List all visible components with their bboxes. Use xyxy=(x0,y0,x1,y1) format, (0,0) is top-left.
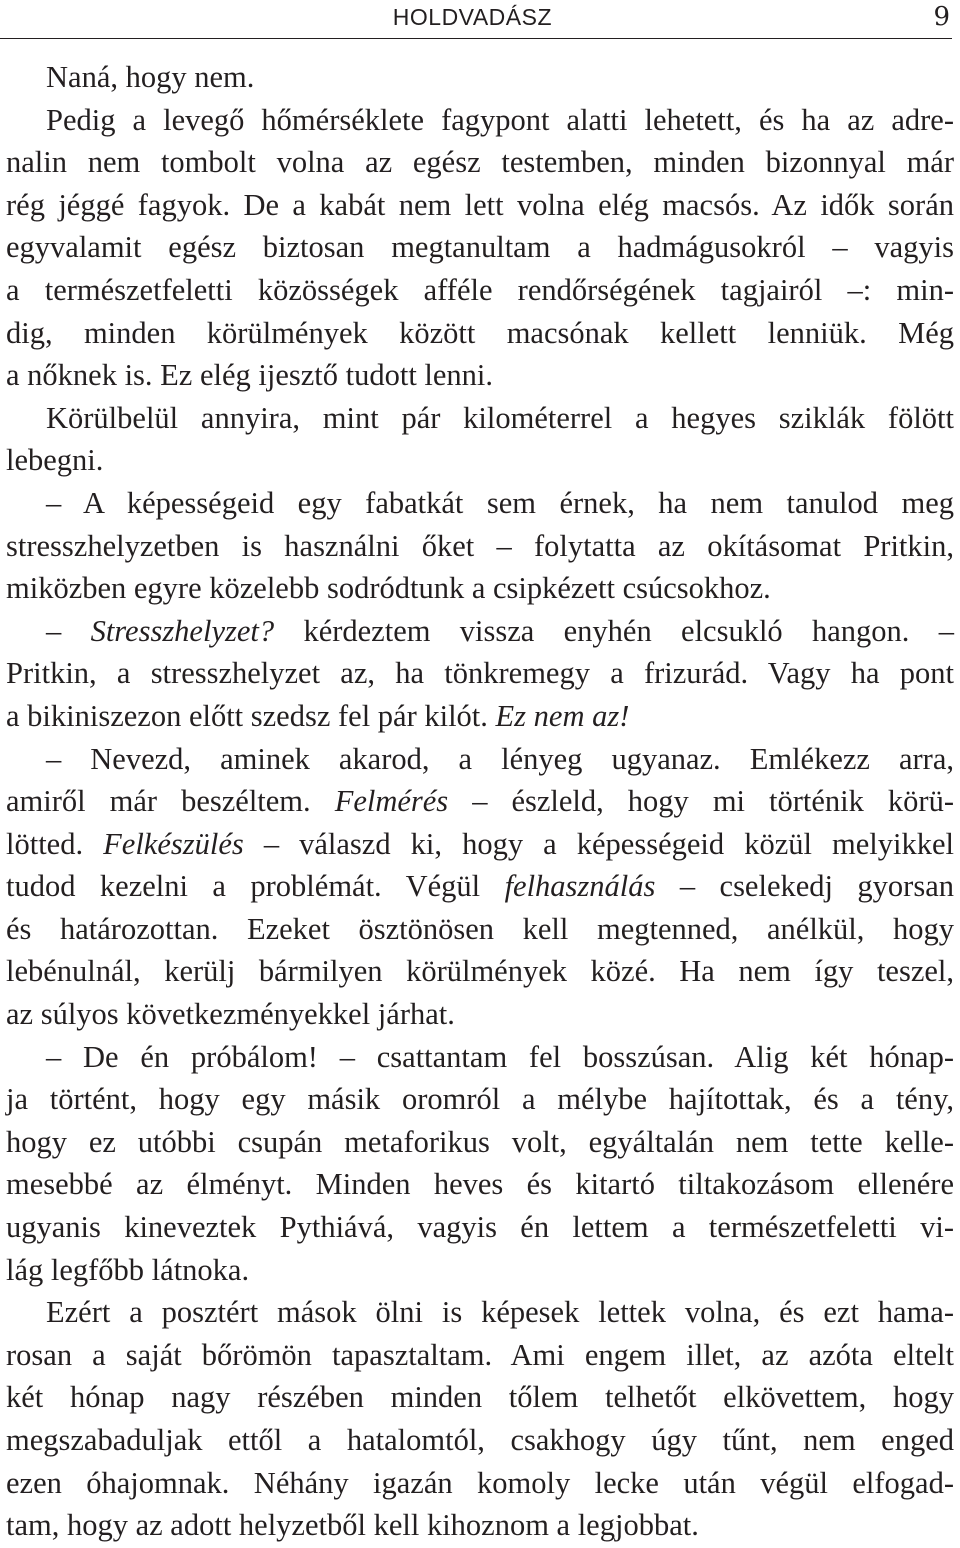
text-line: dig, minden körülmények között macsónak kellett lenniük. Még xyxy=(6,315,954,350)
running-header xyxy=(0,0,952,39)
text-line: ugyanis kineveztek Pythiává, vagyis én lettem a természetfeletti vi- xyxy=(6,1210,954,1245)
page-number: 9 xyxy=(933,2,950,32)
header-title: HOLDVADÁSZ xyxy=(392,4,552,30)
text-line: stresszhelyzetben is használni őket – folytatta az okításomat Pritkin, xyxy=(6,528,954,563)
text-line: hogy ez utóbbi csupán metaforikus volt, egyáltalán nem tette kelle- xyxy=(6,1124,954,1159)
text-line xyxy=(6,865,954,908)
text-line xyxy=(6,780,954,823)
text-line: rosan a saját bőrömön tapasztaltam. Ami engem illet, az azóta eltelt xyxy=(6,1337,954,1372)
text-line: egyvalamit egész biztosan megtanultam a hadmágusokról – vagyis xyxy=(6,230,954,265)
text-run: kérdeztem vissza enyhén elcsukló hangon. – xyxy=(274,613,955,648)
text-line: – Nevezd, aminek akarod, a lényeg ugyanaz. Emlékezz arra, xyxy=(46,741,954,776)
text-run: amiről már beszéltem. xyxy=(6,784,335,819)
text-run: – cselekedj gyorsan xyxy=(655,869,955,904)
text-line: miközben egyre közelebb sodródtunk a csipkézett csúcsokhoz. xyxy=(6,571,771,606)
text-line xyxy=(6,695,954,738)
text-line: Ezért a posztért mások ölni is képesek lettek volna, és ezt hama- xyxy=(46,1295,954,1330)
italic-run: Stresszhelyzet? xyxy=(90,613,275,648)
text-line: rég jéggé fagyok. De a kabát nem lett volna elég macsós. Az idők során xyxy=(6,187,954,222)
text-line: tam, hogy az adott helyzetből kell kihoznom a legjobbat. xyxy=(6,1508,699,1543)
text-line: és határozottan. Ezeket ösztönösen kell megtenned, anélkül, hogy xyxy=(6,911,954,946)
body-text xyxy=(6,56,954,1547)
text-run: – válaszd ki, hogy a képességeid közül melyikkel xyxy=(243,826,954,861)
text-line: mesebbé az élményt. Minden heves és kitartó tiltakozásom ellenére xyxy=(6,1167,954,1202)
text-line: Naná, hogy nem. xyxy=(46,60,255,94)
italic-run: Felmérés xyxy=(334,784,449,819)
text-line xyxy=(6,823,954,866)
text-run: a bikiniszezon előtt szedsz fel pár kilót. xyxy=(6,698,496,733)
italic-run: Ez nem az! xyxy=(495,698,630,733)
text-line: a természetfeletti közösségek afféle rendőrségének tagjairól –: min- xyxy=(6,272,954,307)
text-line: nalin nem tombolt volna az egész testemben, minden bizonnyal már xyxy=(6,145,954,180)
text-line: az súlyos következményekkel járhat. xyxy=(6,997,455,1032)
text-line: lág legfőbb látnoka. xyxy=(6,1252,250,1287)
text-line: lebegni. xyxy=(6,443,104,478)
text-line: ja történt, hogy egy másik oromról a mélybe hajítottak, és a tény, xyxy=(6,1082,954,1117)
italic-run: felhasználás xyxy=(504,869,656,904)
text-line: megszabaduljak ettől a hatalomtól, csakhogy úgy tűnt, nem enged xyxy=(6,1423,954,1457)
text-line: lebénulnál, kerülj bármilyen körülmények közé. Ha nem így teszel, xyxy=(6,954,954,989)
text-run: – xyxy=(46,613,91,648)
text-line xyxy=(6,610,954,653)
text-run: lötted. xyxy=(6,826,104,861)
text-line: a nőknek is. Ez elég ijesztő tudott lenni. xyxy=(6,358,494,393)
italic-run: Felkészülés xyxy=(103,826,244,861)
text-line: – A képességeid egy fabatkát sem érnek, ha nem tanulod meg xyxy=(46,485,954,520)
text-line: Pedig a levegő hőmérséklete fagypont alatti lehetett, és ha az adre- xyxy=(46,102,954,137)
text-line: ezen óhajomnak. Néhány igazán komoly lecke után végül elfogad- xyxy=(6,1465,954,1500)
text-run: – észleld, hogy mi történik körü- xyxy=(448,784,954,819)
text-line: – De én próbálom! – csattantam fel bosszúsan. Alig két hónap- xyxy=(46,1039,954,1074)
text-run: tudod kezelni a problémát. Végül xyxy=(6,869,505,904)
text-line: Pritkin, a stresszhelyzet az, ha tönkremegy a frizurád. Vagy ha pont xyxy=(6,656,954,691)
text-line: Körülbelül annyira, mint pár kilométerrel a hegyes sziklák fölött xyxy=(46,400,954,435)
text-line: két hónap nagy részében minden tőlem telhetőt elkövettem, hogy xyxy=(6,1380,954,1415)
